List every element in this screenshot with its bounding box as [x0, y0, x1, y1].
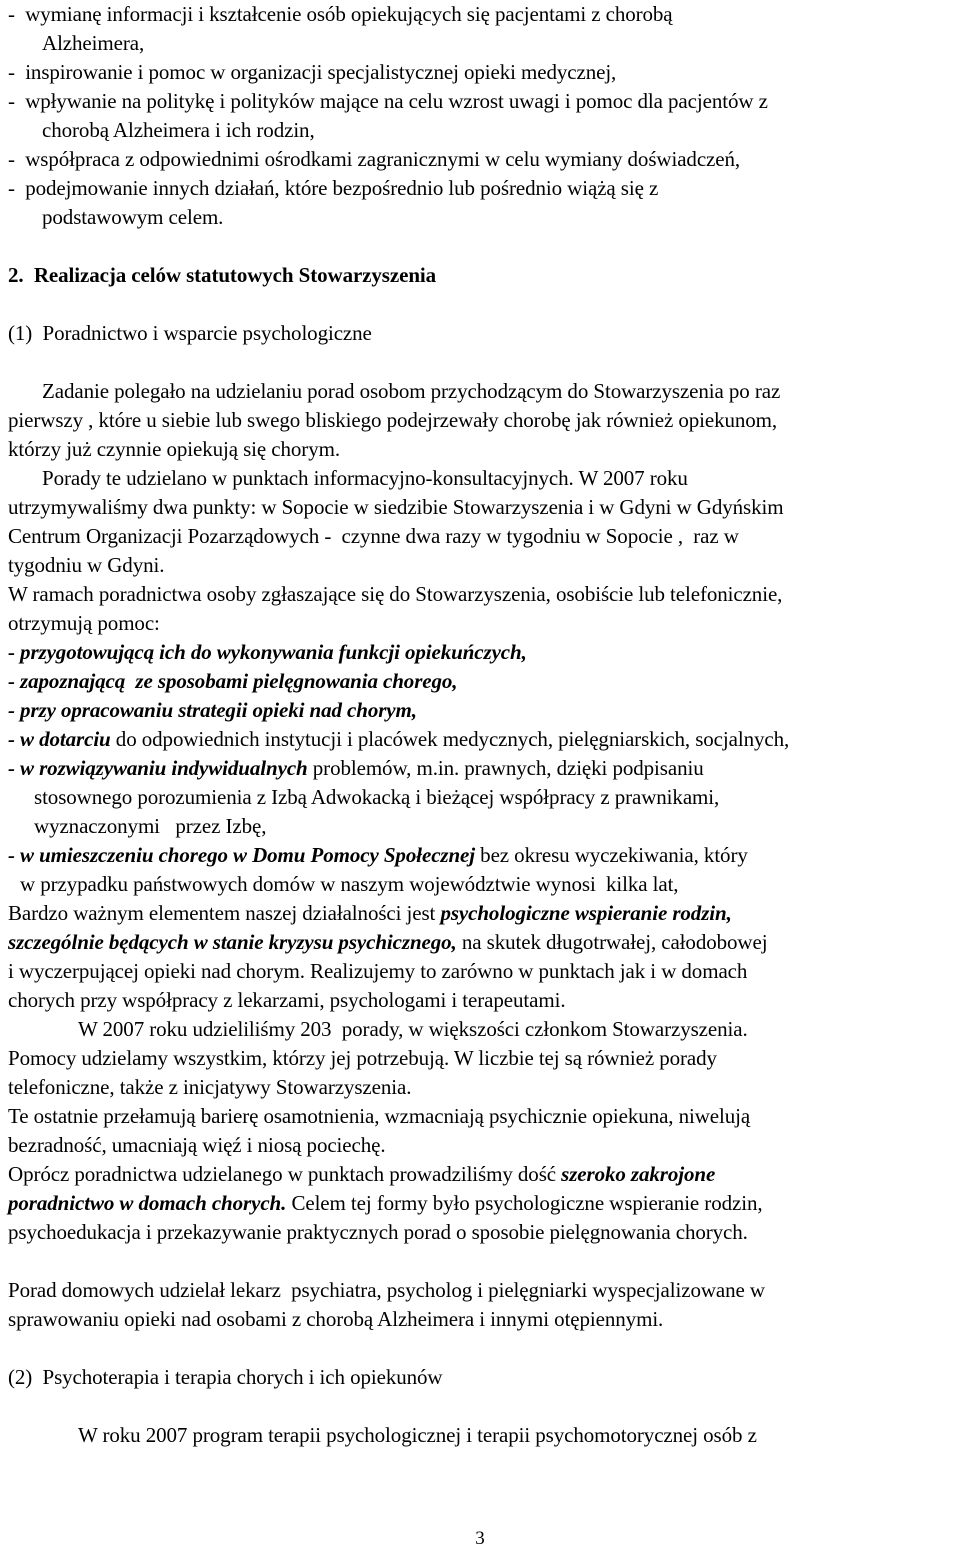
paragraph-line — [8, 1189, 763, 1218]
help-item: - przy opracowaniu strategii opieki nad chorym, — [8, 698, 417, 722]
help-item: - zapoznającą ze sposobami pielęgnowania chorego, — [8, 669, 458, 693]
help-item-continuation: w przypadku państwowych domów w naszym województwie wynosi kilka lat, — [20, 872, 679, 896]
text: do odpowiednich instytucji i placówek medycznych, pielęgniarskich, socjalnych, — [110, 727, 790, 751]
paragraph-line: W ramach poradnictwa osoby zgłaszające się do Stowarzyszenia, osobiście lub telefonicznie, — [8, 582, 783, 606]
bullet-line: - wymianę informacji i kształcenie osób opiekujących się pacjentami z chorobą — [8, 2, 673, 26]
paragraph-line: Te ostatnie przełamują barierę osamotnienia, wzmacniają psychicznie opiekuna, niwelują — [8, 1104, 751, 1128]
paragraph-line: pierwszy , które u siebie lub swego bliskiego podejrzewały chorobę jak również opiekunom, — [8, 408, 778, 432]
paragraph-line — [8, 899, 732, 928]
bullet-line: - wpływanie na politykę i polityków mające na celu wzrost uwagi i pomoc dla pacjentów z — [8, 89, 768, 113]
bullet-line: - inspirowanie i pomoc w organizacji specjalistycznej opieki medycznej, — [8, 60, 617, 84]
paragraph-line: Centrum Organizacji Pozarządowych - czynne dwa razy w tygodniu w Sopocie , raz w — [8, 524, 739, 548]
emphasis: poradnictwo w domach chorych. — [8, 1191, 287, 1215]
bullet-line: Alzheimera, — [42, 31, 145, 55]
text: Celem tej formy było psychologiczne wspieranie rodzin, — [286, 1191, 763, 1215]
subsection-heading: (2) Psychoterapia i terapia chorych i ich opiekunów — [8, 1365, 443, 1389]
help-item — [8, 754, 704, 783]
paragraph-line: chorych przy współpracy z lekarzami, psychologami i terapeutami. — [8, 988, 566, 1012]
paragraph-line — [8, 928, 767, 957]
help-item — [8, 725, 789, 754]
bullet-line: - współpraca z odpowiednimi ośrodkami zagranicznymi w celu wymiany doświadczeń, — [8, 147, 741, 171]
paragraph-line: Porad domowych udzielał lekarz psychiatra, psycholog i pielęgniarki wyspecjalizowane w — [8, 1278, 765, 1302]
text: Oprócz poradnictwa udzielanego w punktach prowadziliśmy dość — [8, 1162, 562, 1186]
paragraph-line: Pomocy udzielamy wszystkim, którzy jej potrzebują. W liczbie tej są również porady — [8, 1046, 717, 1070]
paragraph-line: telefoniczne, także z inicjatywy Stowarzyszenia. — [8, 1075, 412, 1099]
paragraph-line — [8, 1160, 715, 1189]
text: problemów, m.in. prawnych, dzięki podpisaniu — [307, 756, 704, 780]
text: bez okresu wyczekiwania, który — [475, 843, 748, 867]
emphasis: - w umieszczeniu chorego w Domu Pomocy Społecznej — [8, 843, 476, 867]
paragraph-line: bezradność, umacniają więź i niosą pociechę. — [8, 1133, 386, 1157]
paragraph-line: którzy już czynnie opiekują się chorym. — [8, 437, 340, 461]
text: na skutek długotrwałej, całodobowej — [456, 930, 768, 954]
section-heading: 2. Realizacja celów statutowych Stowarzyszenia — [8, 263, 437, 287]
emphasis: psychologiczne wspieranie rodzin, — [440, 901, 732, 925]
emphasis: szczególnie będących w stanie kryzysu psychicznego, — [8, 930, 457, 954]
paragraph-line: psychoedukacja i przekazywanie praktycznych porad o sposobie pielęgnowania chorych. — [8, 1220, 748, 1244]
help-item-continuation: stosownego porozumienia z Izbą Adwokacką i bieżącej współpracy z prawnikami, — [34, 785, 720, 809]
page-number: 3 — [475, 1528, 485, 1549]
paragraph-line: otrzymują pomoc: — [8, 611, 160, 635]
text: Bardzo ważnym elementem naszej działalności jest — [8, 901, 441, 925]
emphasis: - w rozwiązywaniu indywidualnych — [8, 756, 308, 780]
emphasis: szeroko zakrojone — [561, 1162, 716, 1186]
subsection-heading: (1) Poradnictwo i wsparcie psychologiczne — [8, 321, 372, 345]
paragraph-line: sprawowaniu opieki nad osobami z chorobą Alzheimera i innymi otępiennymi. — [8, 1307, 664, 1331]
help-item: - przygotowującą ich do wykonywania funkcji opiekuńczych, — [8, 640, 527, 664]
paragraph-line: tygodniu w Gdyni. — [8, 553, 165, 577]
paragraph-line: W roku 2007 program terapii psychologicznej i terapii psychomotorycznej osób z — [78, 1423, 757, 1447]
bullet-line: - podejmowanie innych działań, które bezpośrednio lub pośrednio wiążą się z — [8, 176, 659, 200]
bullet-line: podstawowym celem. — [42, 205, 224, 229]
emphasis: - w dotarciu — [8, 727, 111, 751]
help-item — [8, 841, 748, 870]
paragraph-line: i wyczerpującej opieki nad chorym. Realizujemy to zarówno w punktach jak i w domach — [8, 959, 748, 983]
paragraph-line: W 2007 roku udzieliliśmy 203 porady, w większości członkom Stowarzyszenia. — [78, 1017, 748, 1041]
help-item-continuation: wyznaczonymi przez Izbę, — [34, 814, 267, 838]
paragraph-line: utrzymywaliśmy dwa punkty: w Sopocie w siedzibie Stowarzyszenia i w Gdyni w Gdyńskim — [8, 495, 784, 519]
bullet-line: chorobą Alzheimera i ich rodzin, — [42, 118, 315, 142]
paragraph-line: Porady te udzielano w punktach informacyjno-konsultacyjnych. W 2007 roku — [42, 466, 688, 490]
paragraph-line: Zadanie polegało na udzielaniu porad osobom przychodzącym do Stowarzyszenia po raz — [42, 379, 781, 403]
